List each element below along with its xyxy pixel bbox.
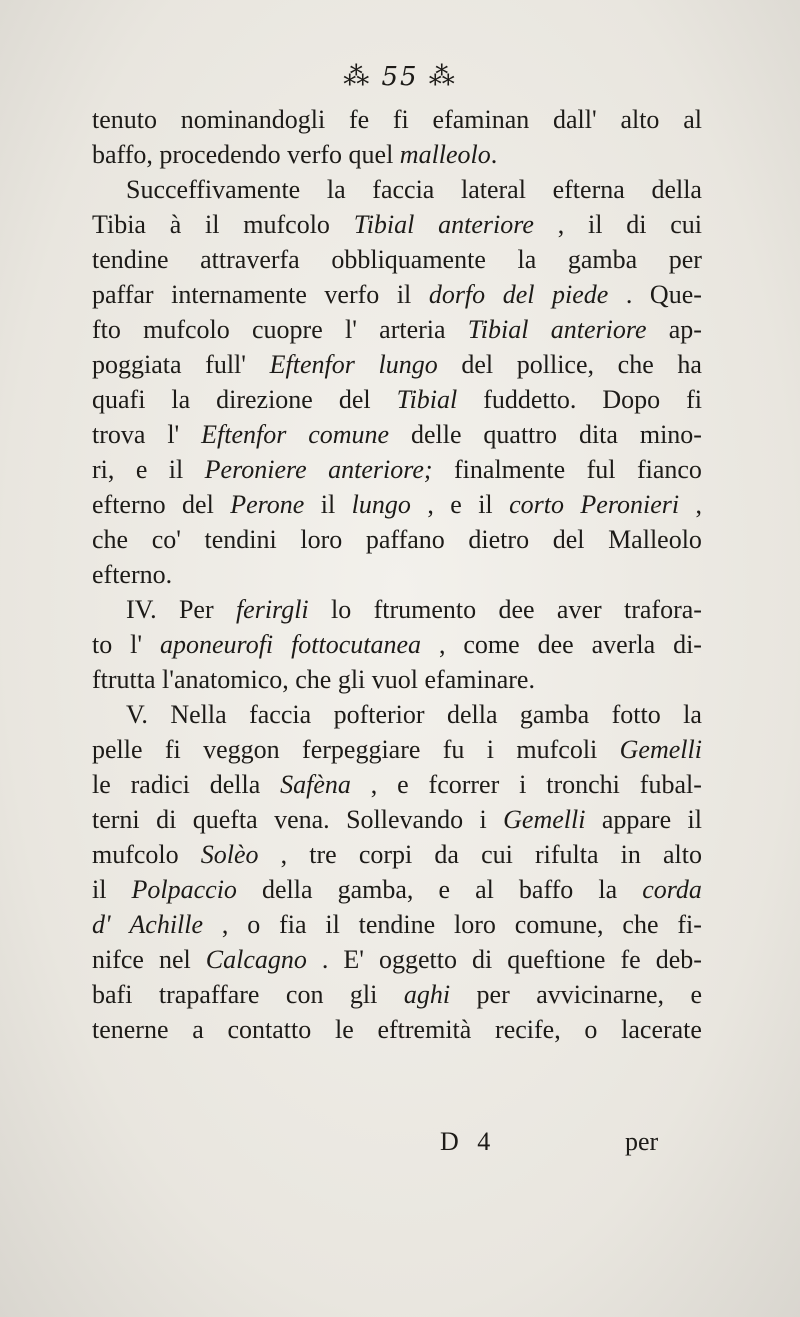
text-line: trova l' Eftenfor comune delle quattro dita mino- bbox=[92, 420, 702, 449]
text-line: IV. Per ferirgli lo ftrumento dee aver trafora- bbox=[126, 595, 702, 624]
text-line: nifce nel Calcagno . E' oggetto di queftione fe deb- bbox=[92, 945, 702, 974]
page-number: ⁂ 55 ⁂ bbox=[343, 62, 457, 92]
text-line: il Polpaccio della gamba, e al baffo la corda bbox=[92, 875, 702, 904]
text-line: Succeffivamente la faccia lateral efterna della bbox=[126, 175, 702, 204]
text-line: ri, e il Peroniere anteriore; finalmente ful fianco bbox=[92, 455, 702, 484]
text-line: ftrutta l'anatomico, che gli vuol efaminare. bbox=[92, 665, 535, 694]
text-line: poggiata full' Eftenfor lungo del pollice, che ha bbox=[92, 350, 702, 379]
text-line: paffar internamente verfo il dorfo del piede . Que- bbox=[92, 280, 702, 309]
text-line: pelle fi veggon ferpeggiare fu i mufcoli Gemelli bbox=[92, 735, 702, 764]
text-line: baffo, procedendo verfo quel malleolo . bbox=[92, 140, 498, 169]
text-line: Tibia à il mufcolo Tibial anteriore , il di cui bbox=[92, 210, 702, 239]
page-footer bbox=[0, 1127, 800, 1167]
text-line: tenuto nominandogli fe fi efaminan dall' alto al bbox=[92, 105, 702, 134]
text-line: efterno. bbox=[92, 560, 173, 589]
text-line: d' Achille , o fia il tendine loro comune, che fi- bbox=[92, 910, 702, 939]
text-line: to l' aponeurofi fottocutanea , come dee averla di- bbox=[92, 630, 702, 659]
text-line: V. Nella faccia pofterior della gamba fotto la bbox=[126, 700, 702, 729]
text-line: efterno del Perone il lungo , e il corto Peronieri , bbox=[92, 490, 702, 519]
text-line: fto mufcolo cuopre l' arteria Tibial anteriore ap- bbox=[92, 315, 702, 344]
text-line: bafi trapaffare con gli aghi per avvicinarne, e bbox=[92, 980, 702, 1009]
text-line: le radici della Safèna , e fcorrer i tronchi fubal- bbox=[92, 770, 702, 799]
text-line: mufcolo Solèo , tre corpi da cui rifulta in alto bbox=[92, 840, 702, 869]
text-line: quafi la direzione del Tibial fuddetto. Dopo fi bbox=[92, 385, 702, 414]
text-line: che co' tendini loro paffano dietro del Malleolo bbox=[92, 525, 702, 554]
text-line: tenerne a contatto le eftremità recife, o lacerate bbox=[92, 1015, 702, 1044]
text-line: tendine attraverfa obbliquamente la gamba per bbox=[92, 245, 702, 274]
catchword: per bbox=[625, 1127, 659, 1156]
signature-mark: D 4 bbox=[440, 1127, 497, 1156]
text-line: terni di quefta vena. Sollevando i Gemelli appare il bbox=[92, 805, 702, 834]
body-text bbox=[92, 102, 702, 1047]
